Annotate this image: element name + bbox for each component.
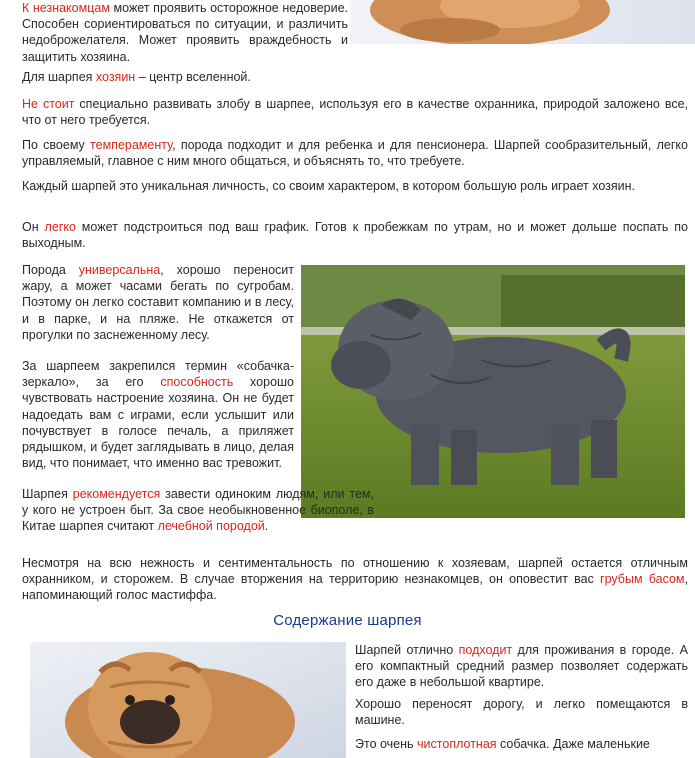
- section-heading: Содержание шарпея: [273, 612, 422, 629]
- paragraph-guard: Несмотря на всю нежность и сентиментальность по отношению к хозяевам, шарпей остается отличным охранником, и сторожем. В случае вторжения на территорию незнакомцев, он оповестит вас грубым басом, напоминающий голос мастиффа.: [22, 556, 688, 603]
- paragraph-mirror: За шарпеем закрепился термин «собачка-зеркало», за его способность хорошо чувствовать настроение хозяина. Он не будет надоедать вам с играми, если услышит или почувствует в голосе печаль, а приляжет рядышком, и будет заглядывать в лицо, делая вид, что понимает, что именно вас тревожит.: [22, 359, 295, 471]
- paragraph-unique: Каждый шарпей это уникальная личность, со своим характером, в котором большую роль играет хозяин.: [22, 179, 636, 193]
- paragraph-strangers: К незнакомцам может проявить осторожное недоверие. Способен сориентироваться по ситуации, и различить недоброжелателя. Может проявить враждебность и защитить хозяина.: [22, 1, 349, 64]
- tan-dog-photo: [30, 642, 346, 758]
- paragraph-flat: Шарпей отлично подходит для проживания в городе. А его компактный средний размер позволяет содержать его даже в небольшой квартире.: [355, 643, 688, 690]
- paragraph-universal: Порода универсальна, хорошо переносит жару, а может часами бегать по сугробам. Поэтому он легко составит компанию и в лесу, и в парке, и на пляже. Не откажется от прогулки по заснеженному лесу.: [22, 263, 294, 342]
- paragraph-clean: Это очень чистоплотная собачка. Даже маленькие: [355, 737, 650, 751]
- paragraph-recommend: Шарпея рекомендуется завести одиноким людям, или тем, у кого не устроен быт. За свое необыкновенное биополе, в Китае шарпея считают лечебной породой.: [22, 487, 374, 534]
- paragraph-owner: Для шарпея хозяин – центр вселенной.: [22, 70, 251, 84]
- paragraph-anger: Не стоит специально развивать злобу в шарпее, используя его в качестве охранника, природой заложено все, что от него требуется.: [22, 97, 688, 128]
- paragraph-easy: Он легко может подстроиться под ваш график. Готов к пробежкам по утрам, но и может дольше поспать по выходным.: [22, 220, 689, 251]
- paragraph-temper: По своему темпераменту, порода подходит и для ребенка и для пенсионера. Шарпей сообразительный, легко управляемый, главное с ним много общаться, и объяснять то, что требуете.: [22, 138, 688, 169]
- top-dog-photo: [350, 0, 695, 44]
- paragraph-road: Хорошо переносят дорогу, и легко помещаются в машине.: [355, 697, 688, 728]
- grey-dog-photo: [301, 265, 685, 518]
